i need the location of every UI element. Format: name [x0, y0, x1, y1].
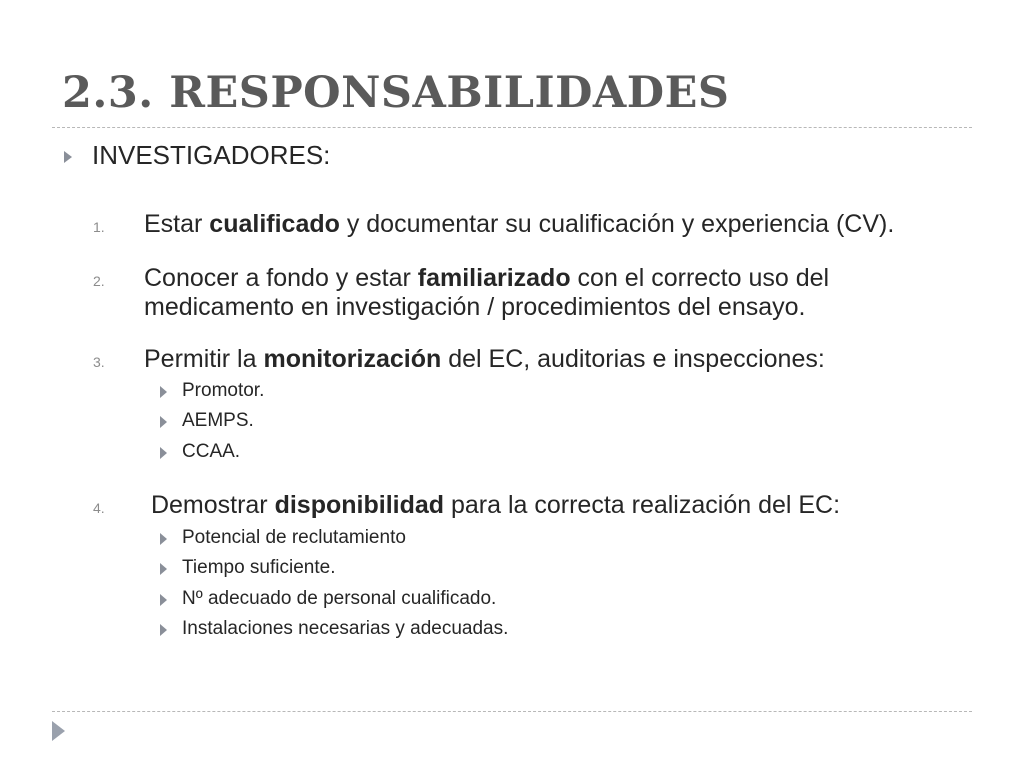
- sub-item: Nº adecuado de personal cualificado.: [182, 588, 497, 609]
- title-divider: [52, 127, 972, 128]
- item-number: 4.: [93, 500, 105, 516]
- triangle-right-icon: [160, 416, 167, 428]
- triangle-right-icon: [160, 594, 167, 606]
- sub-item: Tiempo suficiente.: [182, 557, 336, 578]
- triangle-right-icon: [160, 624, 167, 636]
- footer-divider: [52, 711, 972, 712]
- sub-item: Potencial de reclutamiento: [182, 527, 406, 548]
- item-emphasis: monitorización: [263, 345, 442, 373]
- section-heading: INVESTIGADORES:: [92, 140, 331, 170]
- item-text: Conocer a fondo y estar: [144, 264, 418, 292]
- item-emphasis: disponibilidad: [274, 491, 445, 519]
- triangle-right-icon: [160, 447, 167, 459]
- item-number: 2.: [93, 273, 105, 289]
- triangle-right-icon: [160, 533, 167, 545]
- item-text: con el correcto uso del medicamento en investigación / procedimientos del ensayo.: [144, 264, 830, 321]
- triangle-right-icon: [160, 386, 167, 398]
- sub-item: CCAA.: [182, 441, 241, 462]
- item-text: Estar: [144, 210, 210, 238]
- item-number: 1.: [93, 219, 105, 235]
- list-item: [144, 264, 904, 322]
- slide-title: 2.3. RESPONSABILIDADES: [62, 68, 730, 118]
- triangle-right-icon: [64, 151, 72, 163]
- triangle-right-icon: [160, 563, 167, 575]
- next-slide-icon[interactable]: [52, 721, 65, 741]
- list-item: [144, 210, 944, 239]
- list-item: [144, 491, 944, 520]
- item-text: del EC, auditorias e inspecciones:: [441, 345, 825, 373]
- item-emphasis: familiarizado: [417, 264, 571, 292]
- sub-item: AEMPS.: [182, 410, 254, 431]
- sub-item: Promotor.: [182, 380, 265, 401]
- sub-item: Instalaciones necesarias y adecuadas.: [182, 618, 509, 639]
- item-number: 3.: [93, 354, 105, 370]
- list-item: [144, 345, 944, 374]
- item-text: para la correcta realización del EC:: [444, 491, 841, 519]
- item-text: Permitir la: [144, 345, 264, 373]
- item-text: y documentar su cualificación y experiencia (CV).: [339, 210, 895, 238]
- item-text: Demostrar: [144, 491, 275, 519]
- item-emphasis: cualificado: [209, 210, 340, 238]
